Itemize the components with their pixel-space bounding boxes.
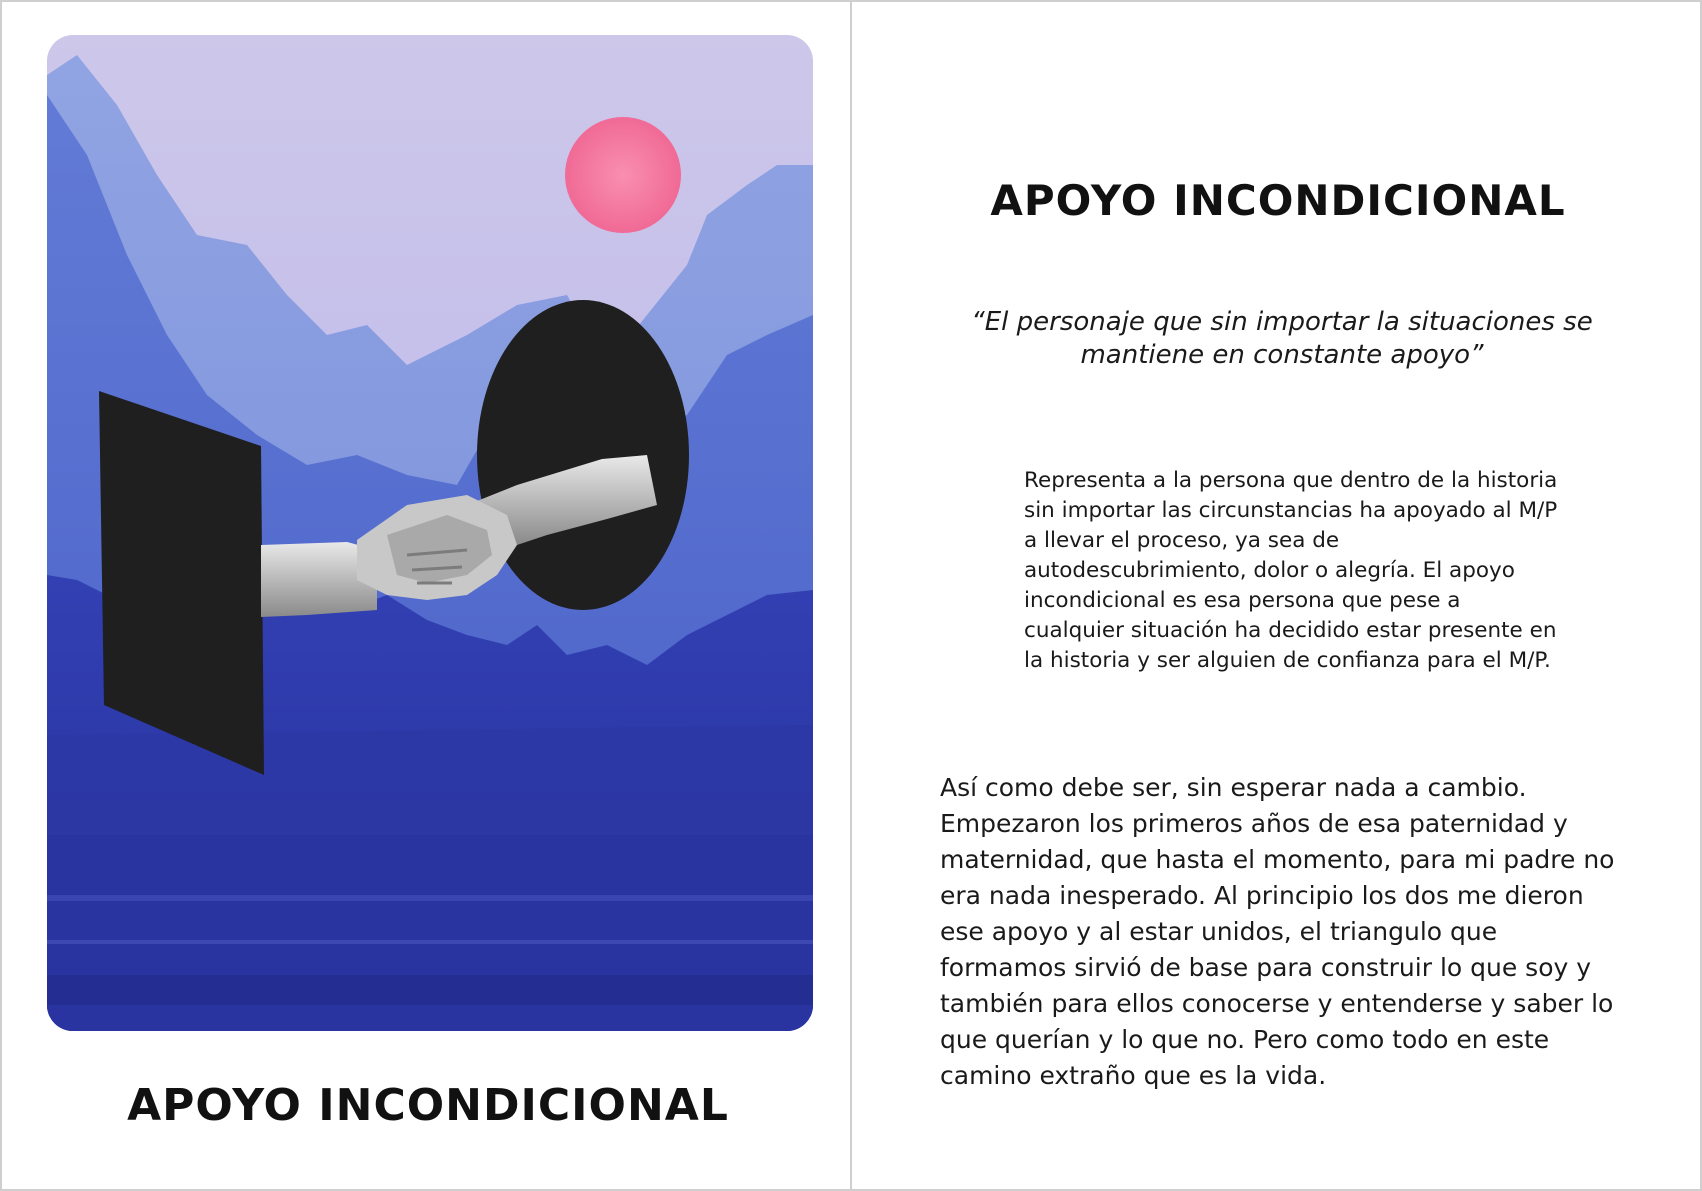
card-illustration (47, 35, 813, 1031)
handshake-collage-icon (47, 35, 813, 1031)
right-disc-shape (477, 300, 689, 610)
sun-icon (565, 117, 681, 233)
page-title: APOYO INCONDICIONAL (990, 176, 1566, 225)
narrative-paragraph: Así como debe ser, sin esperar nada a cambio. Empezaron los primeros años de esa paternidad y maternidad, que hasta el momento, para mi padre no era nada inesperado. Al principio los dos me dieron ese apoyo y al estar unidos, el triangulo que formamos sirvió de base para construir lo que soy y también para ellos conocerse y entenderse y saber lo que querían y lo que no. Pero como todo en este camino extraño que es la vida. (940, 773, 1615, 1090)
right-page (850, 0, 1702, 1191)
character-description: Representa a la persona que dentro de la historia sin importar las circunstancias ha apoyado al M/P a llevar el proceso, ya sea de autodescubrimiento, dolor o alegría. El apoyo incondicional es esa persona que pese a cualquier situación ha decidido estar presente en la historia y ser alguien de confianza para el M/P. (1024, 468, 1558, 673)
card-title: APOYO INCONDICIONAL (127, 1080, 729, 1131)
character-quote: “El personaje que sin importar la situaciones se mantiene en constante apoyo” (971, 307, 1593, 370)
